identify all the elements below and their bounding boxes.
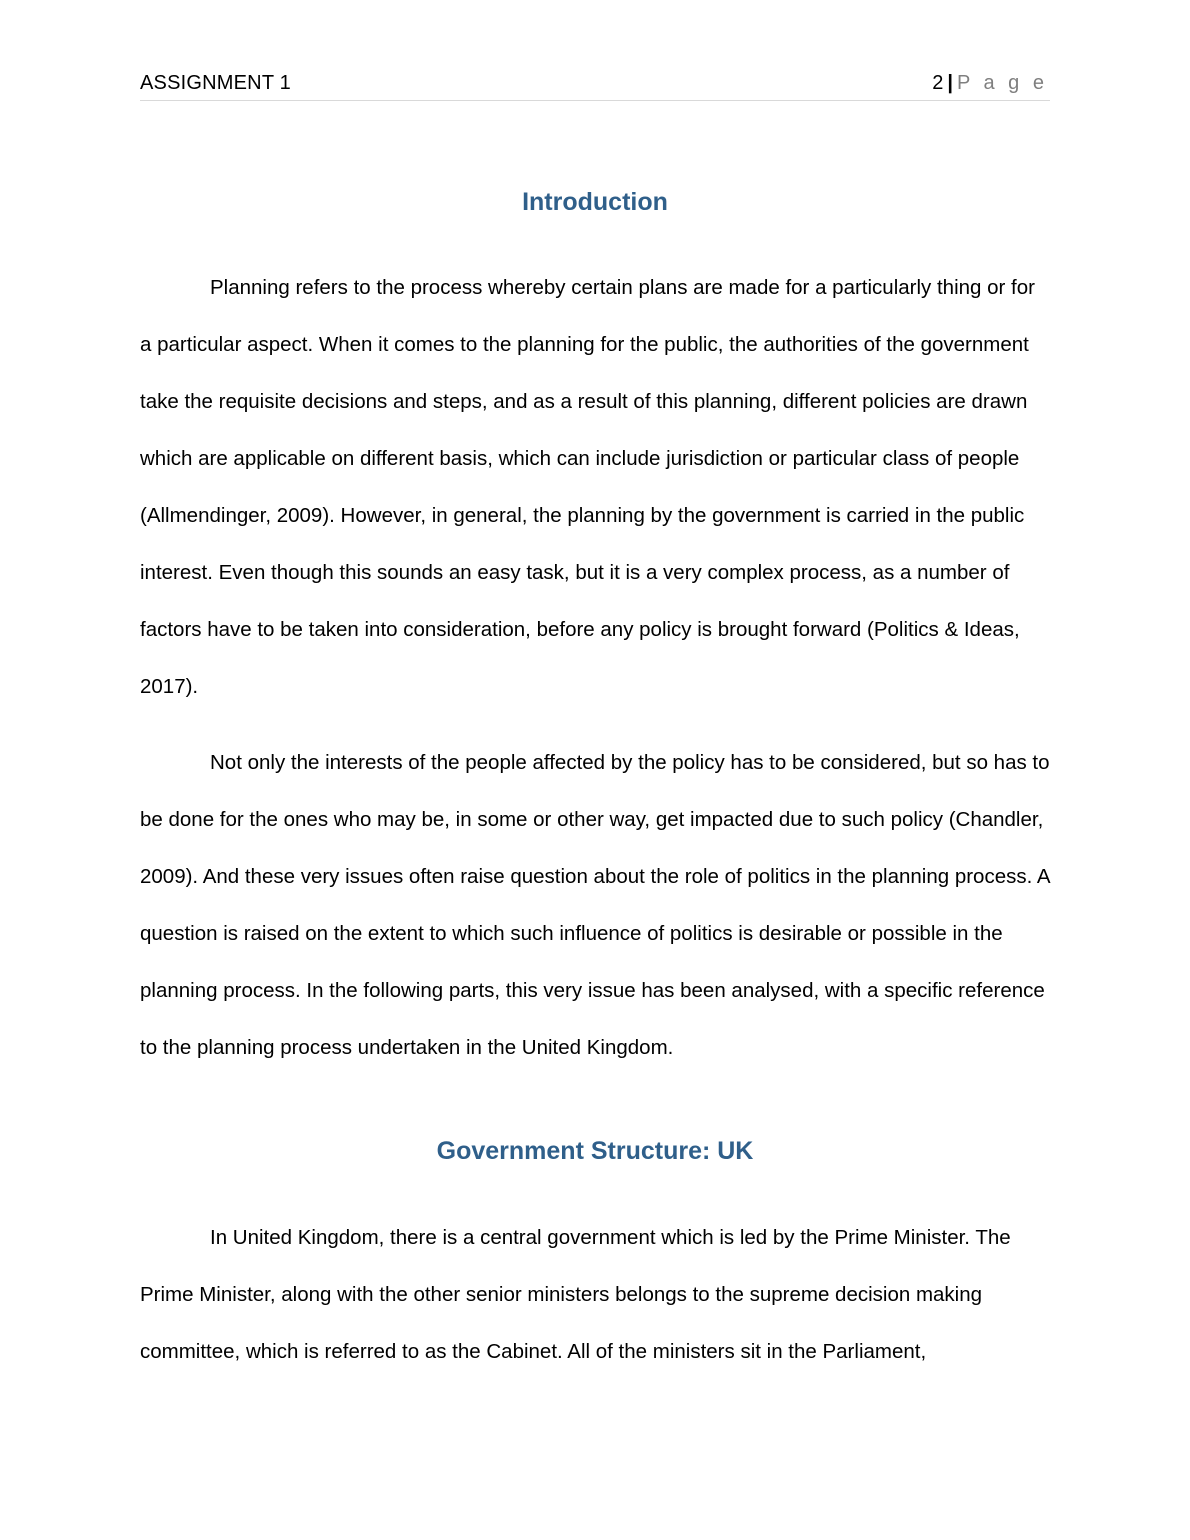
header-page-indicator [932, 72, 1048, 95]
page-number: 2 [932, 72, 944, 94]
paragraph-government-1: In United Kingdom, there is a central government which is led by the Prime Minister. The Prime Minister, along with the other senior ministers belongs to the supreme decision making committee, which is referred to as the Cabinet. All of the ministers sit in the Parliament, [140, 1226, 1011, 1363]
page-header [140, 70, 1050, 101]
paragraph-intro-2: Not only the interests of the people affected by the policy has to be considered, but so has to be done for the ones who may be, in some or other way, get impacted due to such policy (Chandler, 2009). And these very issues often raise question about the role of politics in the planning process. A question is raised on the extent to which such influence of politics is desirable or possible in the planning process. In the following parts, this very issue has been analysed, with a specific reference to the planning process undertaken in the United Kingdom. [140, 751, 1050, 1059]
paragraph-intro-1: Planning refers to the process whereby certain plans are made for a particularly thing or for a particular aspect. When it comes to the planning for the public, the authorities of the government take the requisite decisions and steps, and as a result of this planning, different policies are drawn which are applicable on different basis, which can include jurisdiction or particular class of people (Allmendinger, 2009). However, in general, the planning by the government is carried in the public interest. Even though this sounds an easy task, but it is a very complex process, as a number of factors have to be taken into consideration, before any policy is brought forward (Politics & Ideas, 2017). [140, 276, 1035, 698]
page-label: P a g e [956, 72, 1048, 94]
section-heading-introduction: Introduction [522, 188, 668, 216]
section-heading-government-structure: Government Structure: UK [436, 1137, 754, 1165]
header-title: ASSIGNMENT 1 [140, 72, 291, 94]
header-separator: | [947, 72, 953, 94]
